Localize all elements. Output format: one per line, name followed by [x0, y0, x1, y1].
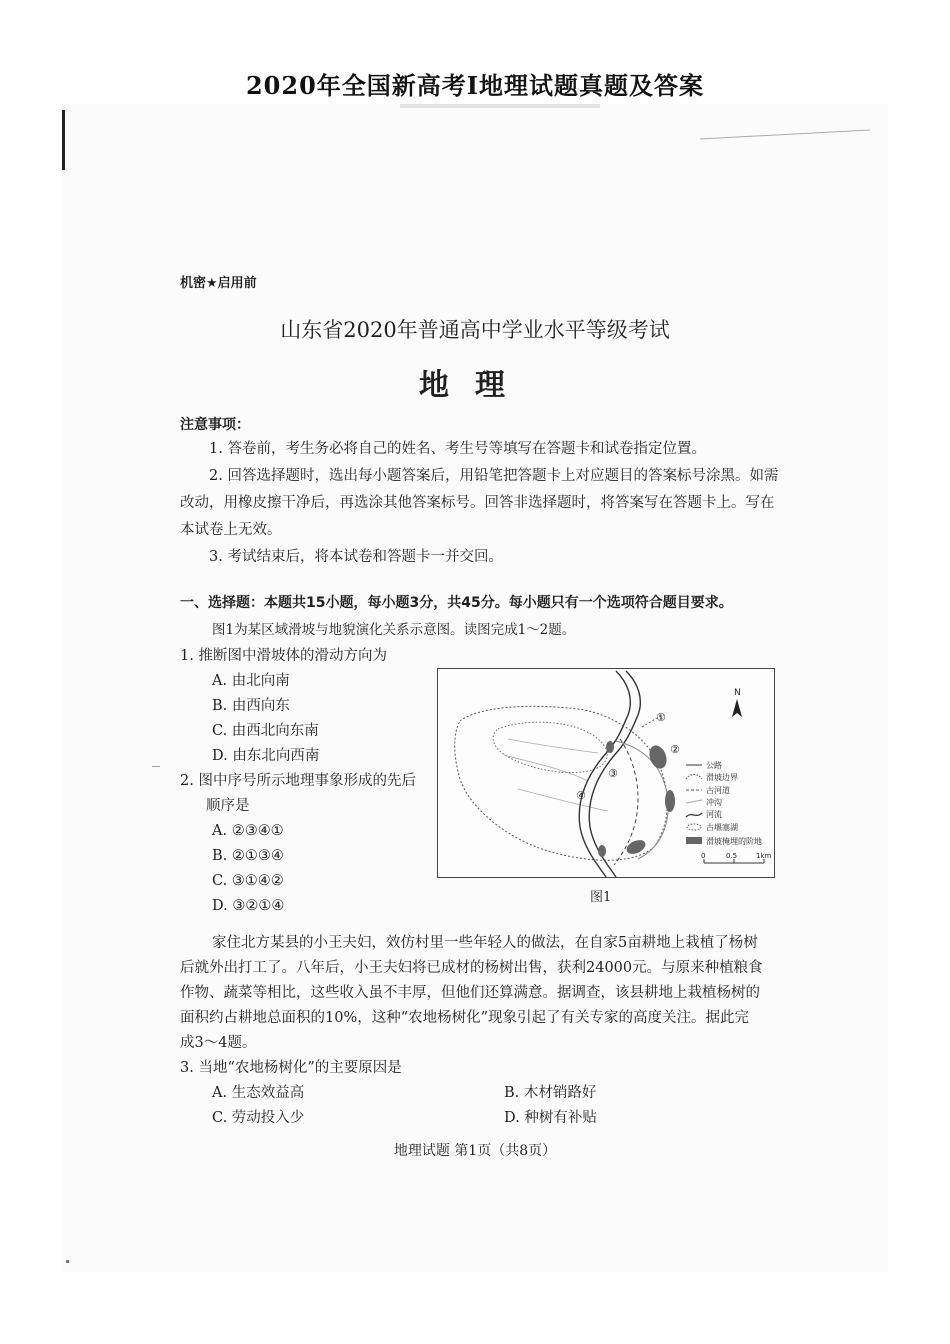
q3-option-a: A. 生态效益高: [212, 1085, 305, 1101]
marker-4: ④: [576, 789, 586, 802]
scan-mark-small: [152, 766, 160, 767]
passage-line-3: 作物、蔬菜等相比，这些收入虽不丰厚，但他们还算满意。据调查，该县耕地上栽植杨树的: [180, 985, 760, 1001]
legend-terrace-symbol: [686, 837, 702, 844]
section-intro: 图1为某区域滑坡与地貌演化关系示意图。读图完成1～2题。: [212, 622, 576, 638]
passage-line-2: 后就外出打工了。八年后，小王夫妇将已成材的杨树出售，获利24000元。与原来种植粮食: [180, 960, 763, 976]
terrace-2: [665, 790, 675, 812]
legend-boundary-symbol: [686, 775, 702, 780]
q1-option-b: B. 由西向东: [212, 698, 290, 714]
notice-item-2: 2. 回答选择题时，选出每小题答案后，用铅笔把答题卡上对应题目的答案标号涂黑。如需改动，用橡皮擦干净后，再选涂其他答案标号。回答非选择题时，将答案写在答题卡上。写在本试卷上无效。: [180, 468, 779, 538]
q2-option-a: A. ②③④①: [212, 823, 284, 839]
q2-stem-line2: 顺序是: [206, 798, 250, 814]
legend-channel: 古河道: [706, 786, 730, 795]
landslide-figure: [437, 668, 775, 878]
page-footer: 地理试题 第1页（共8页）: [393, 1143, 557, 1159]
marker-1: ①: [656, 711, 666, 724]
legend-gully-symbol: [686, 800, 702, 803]
document-title: 2020年全国新高考Ⅰ地理试题真题及答案: [245, 71, 705, 100]
terrace-1: [646, 743, 669, 771]
scale-label-2: 1km: [756, 852, 772, 860]
q1-option-a: A. 由北向南: [212, 673, 290, 689]
q1-option-d: D. 由东北向西南: [212, 748, 320, 764]
legend-river: 河流: [706, 810, 722, 819]
legend-lake-symbol: [687, 824, 701, 830]
section-heading: 一、选择题：本题共15小题，每小题3分，共45分。每小题只有一个选项符合题目要求。: [180, 595, 733, 611]
q3-option-b: B. 木材销路好: [504, 1085, 597, 1101]
legend-boundary: 滑坡边界: [706, 773, 738, 782]
notice-heading: 注意事项：: [180, 417, 250, 433]
q1-option-c: C. 由西北向东南: [212, 723, 319, 739]
q2-option-c: C. ③①④②: [212, 873, 284, 889]
legend-lake: 古堰塞湖: [706, 823, 738, 832]
passage-line-1: 家住北方某县的小王夫妇，效仿村里一些年轻人的做法，在自家5亩耕地上栽植了杨树: [212, 935, 758, 951]
notice-item-3: 3. 考试结束后，将本试卷和答题卡一并交回。: [209, 549, 503, 565]
subject-title: 地理: [419, 368, 531, 403]
scan-edge: [62, 110, 65, 170]
river-left-bank: [579, 671, 630, 877]
q3-stem: 3. 当地“农地杨树化”的主要原因是: [180, 1060, 402, 1076]
legend-road: 公路: [706, 761, 722, 770]
scan-dot: [66, 1260, 69, 1263]
figure-caption: 图1: [590, 890, 612, 905]
legend-river-symbol: [686, 813, 702, 817]
q1-stem: 1. 推断图中滑坡体的滑动方向为: [180, 648, 387, 664]
gully-1: [508, 739, 598, 753]
q2-stem-line1: 2. 图中序号所示地理事象形成的先后: [180, 773, 416, 789]
passage-line-4: 面积约占耕地总面积的10%，这种“农地杨树化”现象引起了有关专家的高度关注。据此完: [180, 1010, 750, 1026]
exam-title: 山东省2020年普通高中学业水平等级考试: [280, 318, 670, 342]
legend-terrace: 滑坡掩埋的阶地: [706, 837, 762, 846]
notice-item-1: 1. 答卷前，考生务必将自己的姓名、考生号等填写在答题卡和试卷指定位置。: [209, 441, 706, 457]
legend-gully: 冲沟: [706, 798, 722, 807]
north-label: N: [734, 688, 741, 698]
gully-3: [518, 789, 608, 811]
slide-boundary: [455, 706, 668, 860]
marker-3: ③: [608, 767, 618, 780]
passage-line-5: 成3～4题。: [180, 1035, 257, 1051]
landslide-map: [438, 669, 774, 877]
q2-option-b: B. ②①③④: [212, 848, 284, 864]
q3-option-d: D. 种树有补贴: [504, 1110, 597, 1126]
north-arrow-icon: [732, 699, 742, 717]
q2-option-d: D. ③②①④: [212, 898, 285, 914]
q3-option-c: C. 劳动投入少: [212, 1110, 305, 1126]
marker-2: ②: [670, 743, 680, 756]
ancient-lake: [493, 722, 607, 772]
terrace-5: [598, 845, 606, 857]
confidential-label: 机密★启用前: [180, 276, 257, 291]
scan-artifact: [400, 104, 600, 108]
scale-label-0: 0: [701, 852, 706, 860]
gully-2: [504, 755, 588, 781]
terrace-4: [606, 741, 614, 753]
scale-label-1: 0.5: [726, 852, 738, 860]
